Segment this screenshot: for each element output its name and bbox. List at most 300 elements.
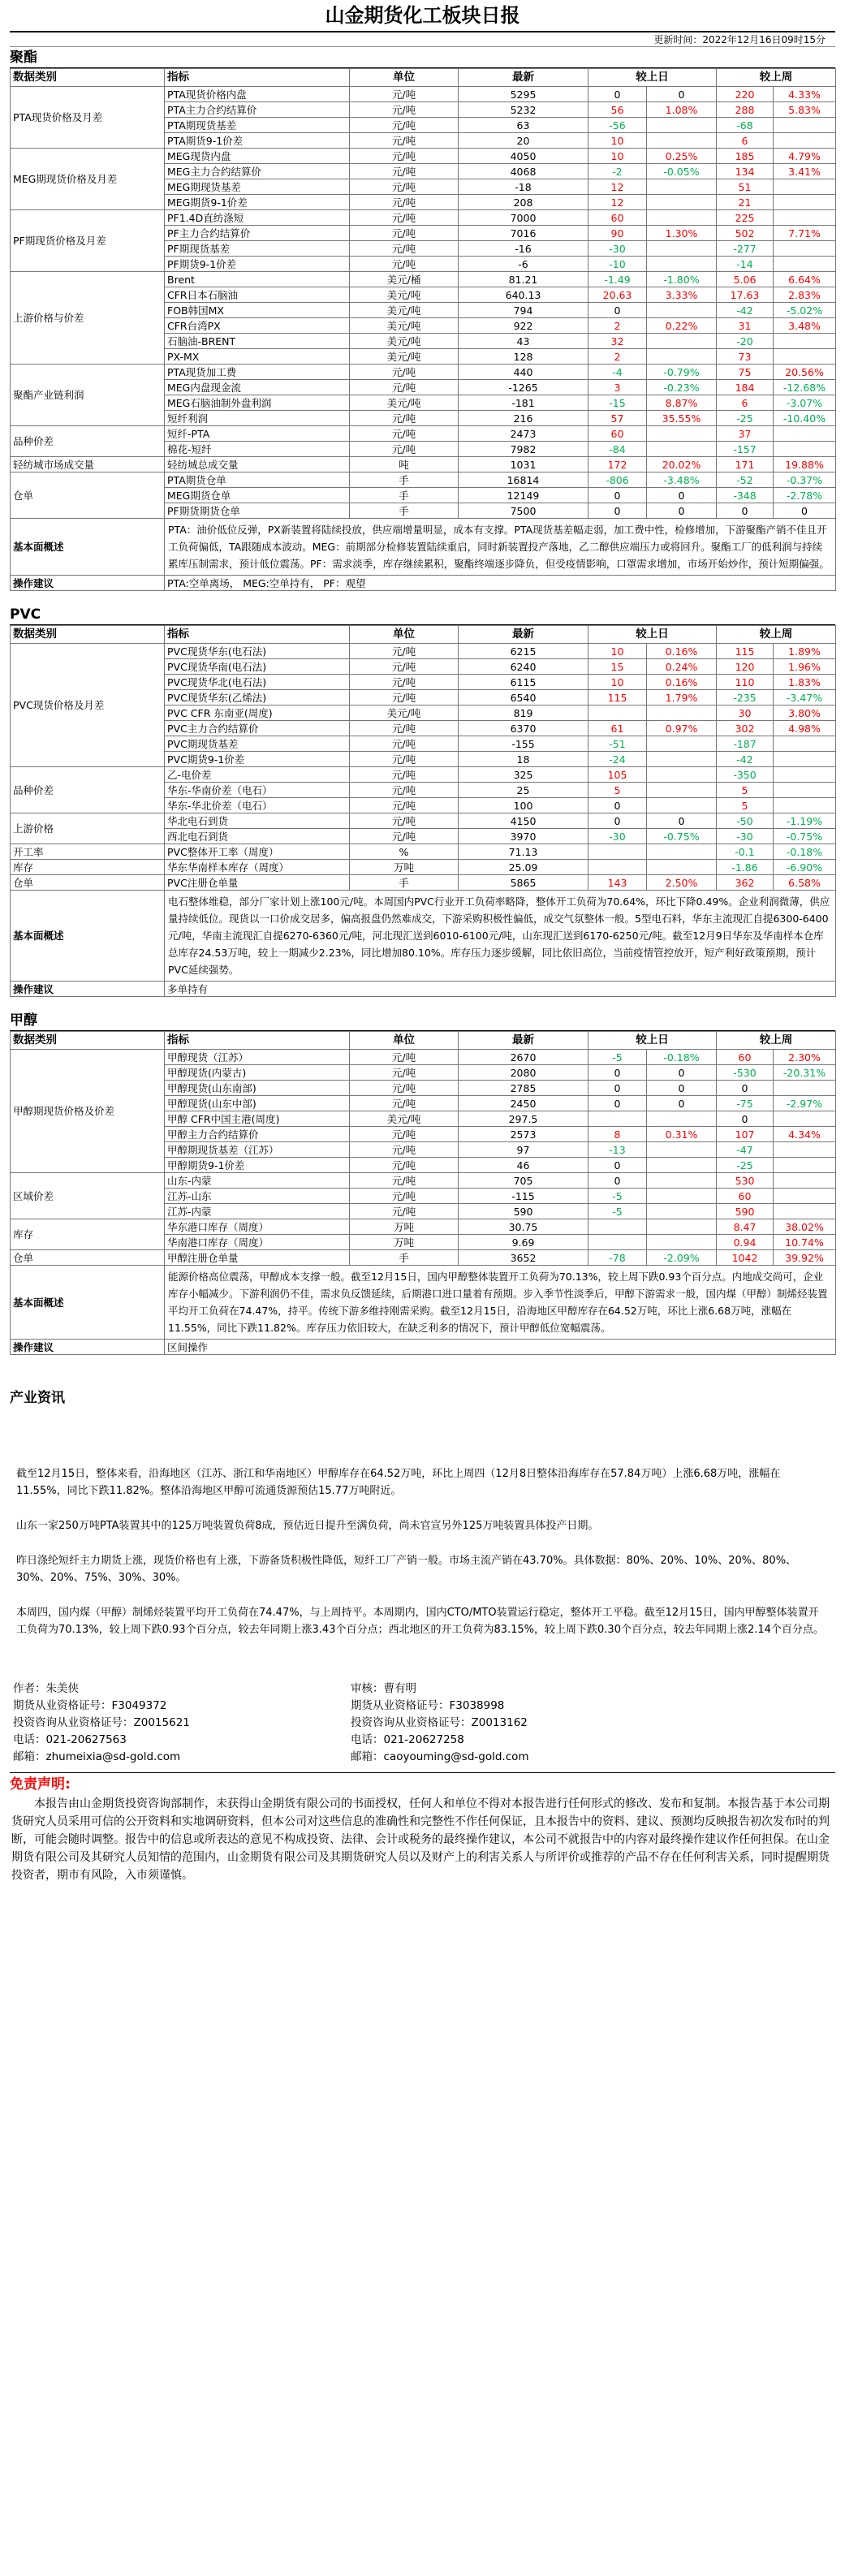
row-unit: 元/吨 — [350, 426, 459, 442]
row-week-change: 184 — [717, 380, 774, 395]
row-indicator: PTA期货仓单 — [165, 472, 350, 488]
row-day-change: 32 — [588, 334, 647, 349]
row-unit: 元/吨 — [350, 736, 459, 752]
row-latest: 2080 — [459, 1065, 588, 1081]
row-day-pct: 0.16% — [647, 675, 717, 690]
table-row — [11, 844, 836, 860]
row-latest: 1031 — [459, 457, 588, 472]
header-latest: 最新 — [459, 69, 588, 87]
row-category: 上游价格 — [11, 813, 165, 844]
row-week-pct — [774, 195, 836, 210]
row-latest: 705 — [459, 1173, 588, 1189]
row-day-change: 10 — [588, 133, 647, 149]
row-day-pct — [647, 1158, 717, 1173]
row-indicator: 甲醇期现货基差（江苏） — [165, 1142, 350, 1158]
row-day-pct: 0.22% — [647, 318, 717, 334]
header-indicator: 指标 — [165, 69, 350, 87]
row-day-pct — [647, 241, 717, 257]
row-week-pct — [774, 133, 836, 149]
row-unit: 万吨 — [350, 860, 459, 875]
row-latest: 5232 — [459, 102, 588, 118]
row-week-pct: -3.47% — [774, 690, 836, 705]
row-week-change: 120 — [717, 659, 774, 675]
row-week-change: -1.86 — [717, 860, 774, 875]
row-category: 甲醇期现货价格及价差 — [11, 1050, 165, 1173]
row-unit: 美元/吨 — [350, 395, 459, 411]
row-week-pct: 6.64% — [774, 272, 836, 287]
header-category: 数据类别 — [11, 69, 165, 87]
row-day-pct — [647, 844, 717, 860]
row-day-pct — [647, 195, 717, 210]
row-indicator: 甲醇现货(山东南部) — [165, 1081, 350, 1096]
row-week-change: 302 — [717, 721, 774, 736]
row-latest: 4068 — [459, 164, 588, 179]
row-day-change: -84 — [588, 442, 647, 457]
row-week-pct — [774, 210, 836, 226]
row-day-pct: 1.08% — [647, 102, 717, 118]
row-indicator: PVC现货华南(电石法) — [165, 659, 350, 675]
row-day-change — [588, 1235, 647, 1250]
row-day-change: 12 — [588, 195, 647, 210]
row-day-change: 0 — [588, 1173, 647, 1189]
row-indicator: 华东华南样本库存（周度） — [165, 860, 350, 875]
row-day-change: 0 — [588, 1096, 647, 1111]
footer-line: 审核：曹有明 — [351, 1682, 416, 1695]
row-category: 仓单 — [11, 1250, 165, 1266]
advice-row — [11, 1340, 836, 1355]
row-latest: 6370 — [459, 721, 588, 736]
row-day-pct: -1.80% — [647, 272, 717, 287]
header-row — [11, 1032, 836, 1050]
row-indicator: MEG内盘现金流 — [165, 380, 350, 395]
row-day-change: -30 — [588, 829, 647, 844]
row-day-pct — [647, 1111, 717, 1127]
row-day-pct: -0.18% — [647, 1050, 717, 1065]
row-week-pct: 5.83% — [774, 102, 836, 118]
advice-label: 操作建议 — [11, 576, 165, 591]
basic-row — [11, 891, 836, 982]
news-item: 山东一家250万吨PTA装置其中的125万吨装置负荷8成，预估近日提升至满负荷，尚未官宣另外125万吨装置具体投产日期。 — [16, 1520, 599, 1532]
row-latest: 5865 — [459, 875, 588, 891]
row-unit: 元/吨 — [350, 813, 459, 829]
advice-text: 多单持有 — [165, 982, 836, 997]
row-latest: -18 — [459, 179, 588, 195]
row-indicator: FOB韩国MX — [165, 303, 350, 318]
row-week-pct: -1.19% — [774, 813, 836, 829]
row-week-change: 115 — [717, 644, 774, 659]
row-day-change: -56 — [588, 118, 647, 133]
row-latest: 81.21 — [459, 272, 588, 287]
row-week-pct: 38.02% — [774, 1219, 836, 1235]
news-item: 昨日涤纶短纤主力期货上涨，现货价格也有上涨，下游备货积极性降低，短纤工厂产销一般。市场主流产销在43.70%。具体数据：80%、20%、10%、20%、80%、30%、20%、75%、30%、30%。 — [16, 1555, 797, 1584]
row-week-pct — [774, 1173, 836, 1189]
row-week-change: -14 — [717, 257, 774, 272]
row-week-change: -277 — [717, 241, 774, 257]
row-week-pct: -0.18% — [774, 844, 836, 860]
row-week-pct: 4.98% — [774, 721, 836, 736]
footer-authors — [10, 1681, 835, 1766]
row-week-pct: 2.83% — [774, 287, 836, 303]
row-week-change: -25 — [717, 411, 774, 426]
row-unit: 元/吨 — [350, 133, 459, 149]
row-week-pct: 10.74% — [774, 1235, 836, 1250]
row-week-pct — [774, 179, 836, 195]
row-day-pct — [647, 1142, 717, 1158]
row-week-change: -350 — [717, 767, 774, 783]
row-day-pct: 3.33% — [647, 287, 717, 303]
row-week-pct: 20.56% — [774, 365, 836, 380]
row-day-pct — [647, 736, 717, 752]
row-category: 轻纺城市场成交量 — [11, 457, 165, 472]
row-week-change: -75 — [717, 1096, 774, 1111]
header-prev-day: 较上日 — [588, 69, 717, 87]
row-day-pct — [647, 783, 717, 798]
row-unit: 美元/吨 — [350, 705, 459, 721]
section-polyester-title: 聚酯 — [10, 47, 835, 68]
row-day-change: -5 — [588, 1050, 647, 1065]
row-indicator: PF主力合约结算价 — [165, 226, 350, 241]
row-category: PVC现货价格及月差 — [11, 644, 165, 767]
row-day-pct: 0.25% — [647, 149, 717, 164]
row-unit: 元/吨 — [350, 380, 459, 395]
row-unit: 万吨 — [350, 1235, 459, 1250]
row-category: 开工率 — [11, 844, 165, 860]
row-day-pct: 2.50% — [647, 875, 717, 891]
row-unit: 元/吨 — [350, 1050, 459, 1065]
row-latest: 128 — [459, 349, 588, 365]
row-day-pct — [647, 1235, 717, 1250]
row-latest: 7500 — [459, 503, 588, 519]
row-week-pct — [774, 118, 836, 133]
row-week-change: -235 — [717, 690, 774, 705]
row-indicator: PTA期现货基差 — [165, 118, 350, 133]
table-row — [11, 1173, 836, 1189]
row-latest: 63 — [459, 118, 588, 133]
row-week-pct — [774, 783, 836, 798]
row-indicator: PVC CFR 东南亚(周度) — [165, 705, 350, 721]
row-indicator: PF1.4D直纺涤短 — [165, 210, 350, 226]
row-week-pct — [774, 334, 836, 349]
row-week-change: -47 — [717, 1142, 774, 1158]
row-week-change: 30 — [717, 705, 774, 721]
row-latest: 3970 — [459, 829, 588, 844]
report-title: 山金期货化工板块日报 — [10, 0, 835, 32]
row-week-pct — [774, 1081, 836, 1096]
row-week-change: 530 — [717, 1173, 774, 1189]
news-item: 截至12月15日，整体来看，沿海地区（江苏、浙江和华南地区）甲醇库存在64.52万吨，环比上周四（12月8日整体沿海库存在57.84万吨）上涨6.68万吨，涨幅在11.55%，同比下跌11.82%。整体沿海地区甲醇可流通货源预估15.77万吨附近。 — [16, 1468, 781, 1497]
footer-line: 投资咨询从业资格证号：Z0015621 — [13, 1716, 190, 1729]
row-day-pct — [647, 860, 717, 875]
row-unit: 美元/吨 — [350, 287, 459, 303]
footer-line: 邮箱：zhumeixia@sd-gold.com — [13, 1750, 181, 1763]
basic-text: 能源价格高位震荡，甲醇成本支撑一般。截至12月15日，国内甲醇整体装置开工负荷为70.13%，较上周下跌0.93个百分点。内地成交尚可，企业库存小幅减少。下游利润仍不佳，需求负反馈延续，后期港口进口量着有预期。步入季节性淡季后，甲醇下游需求一般，国内煤（甲醇）制烯烃装置平均开工负荷在74.47%，持平。传统下游多维持刚需采购。截至12月15日，沿海地区甲醇库存在64.52万吨，环比上涨6.68万吨，涨幅在11.55%，同比下跌11.82%。库存压力依旧较大，在缺乏利多的情况下，预计甲醇低位宽幅震荡。 — [165, 1266, 836, 1340]
row-week-pct — [774, 257, 836, 272]
row-latest: 25 — [459, 783, 588, 798]
row-week-change: 185 — [717, 149, 774, 164]
row-indicator: PVC整体开工率（周度） — [165, 844, 350, 860]
row-unit: 元/吨 — [350, 102, 459, 118]
row-day-change: 2 — [588, 349, 647, 365]
row-indicator: 甲醇注册仓单量 — [165, 1250, 350, 1266]
row-week-pct: -5.02% — [774, 303, 836, 318]
row-week-change: -348 — [717, 488, 774, 503]
row-day-change: -30 — [588, 241, 647, 257]
row-week-change: 0 — [717, 503, 774, 519]
row-day-change: -5 — [588, 1204, 647, 1219]
row-day-change: 8 — [588, 1127, 647, 1142]
row-day-pct — [647, 257, 717, 272]
header-prev-week: 较上周 — [717, 626, 836, 644]
row-indicator: 甲醇 CFR中国主港(周度) — [165, 1111, 350, 1127]
row-indicator: 轻纺城总成交量 — [165, 457, 350, 472]
row-day-change: 56 — [588, 102, 647, 118]
row-unit: 手 — [350, 472, 459, 488]
row-indicator: PVC期现货基差 — [165, 736, 350, 752]
row-unit: 元/吨 — [350, 1142, 459, 1158]
row-indicator: MEG期现货基差 — [165, 179, 350, 195]
row-day-change: -51 — [588, 736, 647, 752]
row-indicator: 华南港口库存（周度） — [165, 1235, 350, 1250]
row-indicator: CFR台湾PX — [165, 318, 350, 334]
row-latest: -115 — [459, 1189, 588, 1204]
row-week-change: 73 — [717, 349, 774, 365]
row-day-change: -24 — [588, 752, 647, 767]
row-unit: 元/吨 — [350, 767, 459, 783]
row-category: 聚酯产业链利润 — [11, 365, 165, 426]
row-unit: 元/吨 — [350, 659, 459, 675]
row-week-pct — [774, 1189, 836, 1204]
header-indicator: 指标 — [165, 626, 350, 644]
row-week-pct: 2.30% — [774, 1050, 836, 1065]
row-category: 上游价格与价差 — [11, 272, 165, 365]
header-unit: 单位 — [350, 69, 459, 87]
row-day-change: -13 — [588, 1142, 647, 1158]
row-day-pct — [647, 179, 717, 195]
row-week-change: -52 — [717, 472, 774, 488]
row-indicator: 山东-内蒙 — [165, 1173, 350, 1189]
row-day-change: 60 — [588, 426, 647, 442]
row-day-pct — [647, 349, 717, 365]
row-category: 区域价差 — [11, 1173, 165, 1219]
row-indicator: 石脑油-BRENT — [165, 334, 350, 349]
row-indicator: PVC现货华东(乙烯法) — [165, 690, 350, 705]
row-indicator: 华东-华南价差（电石） — [165, 783, 350, 798]
row-unit: 美元/吨 — [350, 334, 459, 349]
row-category: 品种价差 — [11, 426, 165, 457]
row-category: 品种价差 — [11, 767, 165, 813]
row-latest: -6 — [459, 257, 588, 272]
row-day-change: 172 — [588, 457, 647, 472]
row-day-change: 0 — [588, 1158, 647, 1173]
row-day-change: 57 — [588, 411, 647, 426]
row-unit: 元/吨 — [350, 179, 459, 195]
row-day-change: 20.63 — [588, 287, 647, 303]
row-indicator: PX-MX — [165, 349, 350, 365]
row-day-change: 10 — [588, 644, 647, 659]
row-indicator: PF期货期货仓单 — [165, 503, 350, 519]
row-latest: 2573 — [459, 1127, 588, 1142]
row-week-pct — [774, 798, 836, 813]
row-day-change: 0 — [588, 1065, 647, 1081]
row-unit: 元/吨 — [350, 365, 459, 380]
row-week-change: 362 — [717, 875, 774, 891]
row-category: MEG期现货价格及月差 — [11, 149, 165, 210]
row-day-change: 0 — [588, 488, 647, 503]
row-unit: 元/吨 — [350, 226, 459, 241]
row-indicator: PTA主力合约结算价 — [165, 102, 350, 118]
row-day-pct: 20.02% — [647, 457, 717, 472]
section-pvc-title: PVC — [10, 604, 835, 625]
basic-text: PTA：油价低位反弹，PX新装置将陆续投放，供应端增量明显，成本有支撑。PTA现货基差幅走弱，加工费中性，检修增加，下游聚酯产销不佳且开工负荷偏低，TA跟随成本波动。MEG：前期部分检修装置陆续重启，同时新装置投产落地，乙二醇供应端压力或将回升。聚酯工厂的低利润与持续累库压制需求，预计低位震荡。PF：需求淡季，库存继续累积，聚酯终端逐步降负，但受疫情影响，口罩需求增加，市场开始炒作，预计短期偏强。 — [165, 519, 836, 576]
row-week-change: 0 — [717, 1111, 774, 1127]
row-week-pct: -2.97% — [774, 1096, 836, 1111]
row-indicator: 江苏-山东 — [165, 1189, 350, 1204]
row-week-pct: -3.07% — [774, 395, 836, 411]
row-latest: 6215 — [459, 644, 588, 659]
row-latest: 97 — [459, 1142, 588, 1158]
row-indicator: 甲醇主力合约结算价 — [165, 1127, 350, 1142]
row-unit: 美元/桶 — [350, 272, 459, 287]
table-row — [11, 860, 836, 875]
table-row — [11, 365, 836, 380]
row-week-change: 1042 — [717, 1250, 774, 1266]
row-day-pct: 0 — [647, 488, 717, 503]
row-week-pct: 4.79% — [774, 149, 836, 164]
row-latest: 297.5 — [459, 1111, 588, 1127]
row-week-pct: -2.78% — [774, 488, 836, 503]
row-unit: 元/吨 — [350, 783, 459, 798]
row-latest: 18 — [459, 752, 588, 767]
row-week-pct: 1.89% — [774, 644, 836, 659]
row-indicator: 江苏-内蒙 — [165, 1204, 350, 1219]
row-latest: 2473 — [459, 426, 588, 442]
row-latest: 46 — [459, 1158, 588, 1173]
row-unit: 手 — [350, 1250, 459, 1266]
row-unit: 元/吨 — [350, 1158, 459, 1173]
row-unit: 元/吨 — [350, 164, 459, 179]
row-indicator: 乙-电价差 — [165, 767, 350, 783]
row-week-pct — [774, 426, 836, 442]
row-day-change: 115 — [588, 690, 647, 705]
header-row — [11, 69, 836, 87]
row-latest: 43 — [459, 334, 588, 349]
row-week-pct — [774, 349, 836, 365]
news-title: 产业资讯 — [10, 1390, 65, 1406]
row-unit: 万吨 — [350, 1219, 459, 1235]
row-latest: 794 — [459, 303, 588, 318]
row-week-change: -530 — [717, 1065, 774, 1081]
row-indicator: PVC注册仓单量 — [165, 875, 350, 891]
row-unit: 元/吨 — [350, 1127, 459, 1142]
row-day-change — [588, 1219, 647, 1235]
row-unit: 元/吨 — [350, 1204, 459, 1219]
row-day-pct: 1.79% — [647, 690, 717, 705]
row-week-change: 37 — [717, 426, 774, 442]
row-indicator: CFR日本石脑油 — [165, 287, 350, 303]
row-week-pct: 0 — [774, 503, 836, 519]
header-prev-week: 较上周 — [717, 69, 836, 87]
row-day-change: -10 — [588, 257, 647, 272]
table-row — [11, 149, 836, 164]
polyester-table — [10, 68, 836, 591]
row-latest: 6115 — [459, 675, 588, 690]
row-week-pct — [774, 752, 836, 767]
row-unit: 手 — [350, 503, 459, 519]
row-unit: 美元/吨 — [350, 1111, 459, 1127]
row-indicator: 华北电石到货 — [165, 813, 350, 829]
row-unit: 元/吨 — [350, 690, 459, 705]
row-day-change: 12 — [588, 179, 647, 195]
row-latest: -1265 — [459, 380, 588, 395]
row-latest: -16 — [459, 241, 588, 257]
basic-label: 基本面概述 — [11, 891, 165, 982]
row-indicator: Brent — [165, 272, 350, 287]
row-unit: 吨 — [350, 457, 459, 472]
row-day-pct — [647, 1219, 717, 1235]
row-indicator: PTA期货9-1价差 — [165, 133, 350, 149]
row-unit: 元/吨 — [350, 829, 459, 844]
row-category: 库存 — [11, 1219, 165, 1250]
row-latest: 12149 — [459, 488, 588, 503]
row-day-change: 90 — [588, 226, 647, 241]
disclaimer-text: 本报告由山金期货投资咨询部制作，未获得山金期货有限公司的书面授权，任何人和单位不得对本报告进行任何形式的修改、发布和复制。本报告基于本公司期货研究人员采用可信的公开资料和实地调研资料，但本公司对这些信息的准确性和完整性不作任何保证，且本报告中的资料、建议、预测均反映报告初次发布时的判断，可能会随时调整。报告中的信息或所表达的意见不构成投资、法律、会计或税务的最终操作建议，本公司不就报告中的内容对最终操作建议作任何担保。在山金期货有限公司及其研究人员知情的范围内，山金期货有限公司及其期货研究人员以及财产上的利害关系人与所评价或推荐的产品不存在任何利害关系，同时提醒期货投资者，期市有风险，入市须谨慎。 — [11, 1797, 830, 1882]
row-week-change: -187 — [717, 736, 774, 752]
row-week-pct — [774, 1204, 836, 1219]
row-latest: 590 — [459, 1204, 588, 1219]
footer-line: 电话：021-20627258 — [351, 1733, 464, 1746]
row-week-change: -42 — [717, 303, 774, 318]
row-week-pct — [774, 736, 836, 752]
table-row — [11, 813, 836, 829]
advice-text: 区间操作 — [165, 1340, 836, 1355]
row-unit: 元/吨 — [350, 644, 459, 659]
row-day-pct: 1.30% — [647, 226, 717, 241]
row-indicator: 华东-华北价差（电石） — [165, 798, 350, 813]
row-unit: 美元/吨 — [350, 349, 459, 365]
section-methanol-title: 甲醇 — [10, 1010, 835, 1031]
row-week-change: 51 — [717, 179, 774, 195]
row-day-change: 10 — [588, 149, 647, 164]
row-unit: 元/吨 — [350, 1173, 459, 1189]
row-week-change: 502 — [717, 226, 774, 241]
row-indicator: 甲醇期货9-1价差 — [165, 1158, 350, 1173]
row-day-pct: -3.48% — [647, 472, 717, 488]
row-indicator: 短纤-PTA — [165, 426, 350, 442]
row-day-change: 0 — [588, 87, 647, 102]
table-row — [11, 1050, 836, 1065]
row-unit: 元/吨 — [350, 87, 459, 102]
row-unit: 元/吨 — [350, 1096, 459, 1111]
row-week-pct: -0.37% — [774, 472, 836, 488]
row-week-change: 171 — [717, 457, 774, 472]
row-latest: 640.13 — [459, 287, 588, 303]
row-week-pct: 39.92% — [774, 1250, 836, 1266]
row-week-change: 8.47 — [717, 1219, 774, 1235]
footer-line: 期货从业资格证号：F3038998 — [351, 1699, 505, 1712]
row-latest: 3652 — [459, 1250, 588, 1266]
row-week-change: 31 — [717, 318, 774, 334]
row-week-pct: 3.80% — [774, 705, 836, 721]
row-week-change: 6 — [717, 395, 774, 411]
row-day-pct — [647, 767, 717, 783]
row-week-pct — [774, 442, 836, 457]
row-day-pct: 35.55% — [647, 411, 717, 426]
news-item: 本周四，国内煤（甲醇）制烯烃装置平均开工负荷在74.47%，与上周持平。本周期内，国内CTO/MTO装置运行稳定，整体开工平稳。截至12月15日，国内甲醇整体装置开工负荷为70.13%，较上周下跌0.93个百分点，较去年同期上涨3.43个百分点；西北地区的开工负荷为83.15%，较上周下跌0.30个百分点，较去年同期上涨2.14个百分点。 — [16, 1607, 824, 1636]
update-time: 更新时间：2022年12月16日09时15分 — [10, 32, 835, 47]
row-day-pct — [647, 210, 717, 226]
row-indicator: PVC现货华东(电石法) — [165, 644, 350, 659]
row-unit: % — [350, 844, 459, 860]
